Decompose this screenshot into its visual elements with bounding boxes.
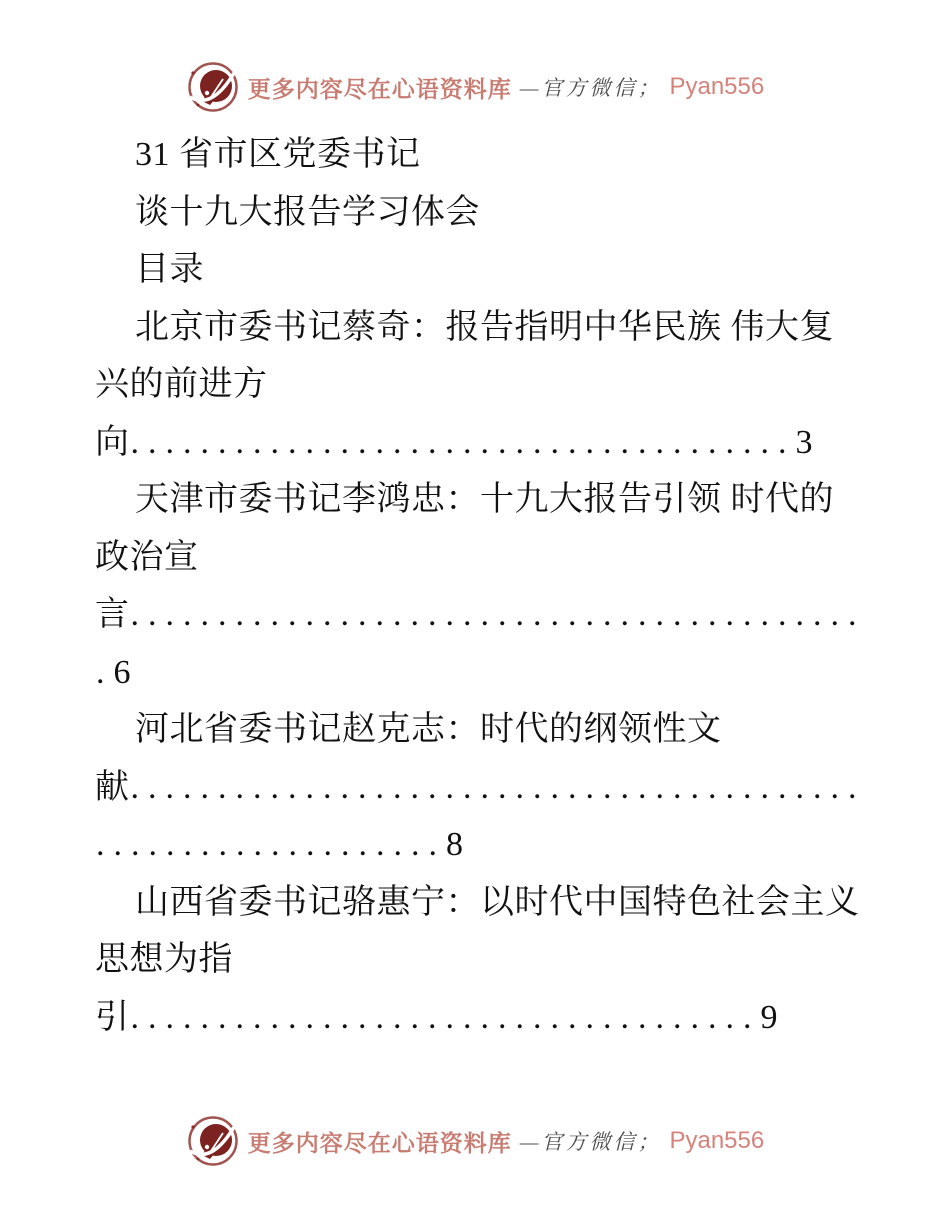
pen-nib-circle-icon — [186, 1114, 240, 1168]
line-text: 思想为指 — [95, 941, 233, 978]
line-text: 引 — [95, 998, 130, 1036]
line-text: 31 省市区党委书记 — [135, 136, 421, 173]
dot-leader: .................................... — [130, 998, 761, 1036]
line-text: 向 — [95, 423, 130, 461]
page-number: 6 — [113, 653, 131, 691]
toc-entry-tianjin-line-4 — [95, 644, 867, 702]
toc-entry-beijing-line-1 — [95, 299, 867, 357]
toc-entry-shanxi-line-3 — [95, 989, 867, 1047]
toc-entry-tianjin-line-2 — [95, 529, 867, 587]
line-text: 河北省委书记赵克志：时代的纲领性文 — [135, 711, 722, 748]
toc-entry-hebei-line-1 — [95, 701, 867, 759]
pen-nib-circle-icon — [186, 60, 240, 114]
watermark-label-text: —官方微信； — [519, 1130, 662, 1154]
toc-entry-shanxi-line-1 — [95, 874, 867, 932]
watermark-brand-text: 更多内容尽在心语资料库 — [247, 76, 512, 102]
dot-leader: .......................................... — [130, 596, 866, 633]
line-text: 山西省委书记骆惠宁：以时代中国特色社会主义 — [135, 883, 860, 921]
dot-leader: . — [96, 653, 114, 691]
toc-entry-hebei-line-3 — [95, 816, 867, 874]
dot-leader: ...................................... — [130, 423, 796, 461]
line-text: 政治宣 — [95, 538, 199, 576]
toc-entry-tianjin-line-3 — [95, 586, 867, 644]
line-text: 献 — [95, 768, 130, 806]
toc-entry-hebei-line-2 — [95, 759, 867, 817]
toc-entry-beijing-line-2 — [95, 356, 867, 414]
watermark-wechat-id: Pyan556 — [669, 73, 765, 100]
doc-title-line-1 — [95, 126, 867, 184]
page-number: 3 — [795, 423, 813, 461]
line-text: 天津市委书记李鸿忠：十九大报告引领 时代的 — [135, 481, 834, 518]
toc-entry-shanxi-line-2 — [95, 931, 867, 989]
document-body — [95, 126, 867, 1046]
toc-entry-tianjin-line-1 — [95, 471, 867, 529]
line-text: 北京市委书记蔡奇：报告指明中华民族 伟大复 — [135, 308, 834, 346]
dot-leader: .......................................... — [130, 768, 866, 806]
line-text: 目录 — [135, 251, 204, 288]
watermark-wechat-id: Pyan556 — [669, 1127, 765, 1154]
dot-leader: .................... — [96, 826, 446, 863]
toc-entry-beijing-line-3 — [95, 414, 867, 472]
page-number: 9 — [760, 998, 778, 1036]
watermark-header — [0, 60, 950, 114]
toc-heading — [95, 241, 867, 299]
page-number: 8 — [446, 826, 464, 863]
doc-title-line-2 — [95, 184, 867, 242]
watermark-footer — [0, 1114, 950, 1168]
line-text: 兴的前进方 — [95, 366, 268, 403]
line-text: 言 — [95, 596, 130, 633]
line-text: 谈十九大报告学习体会 — [135, 193, 480, 231]
watermark-label-text: —官方微信； — [519, 76, 662, 100]
watermark-brand-text: 更多内容尽在心语资料库 — [247, 1130, 512, 1156]
